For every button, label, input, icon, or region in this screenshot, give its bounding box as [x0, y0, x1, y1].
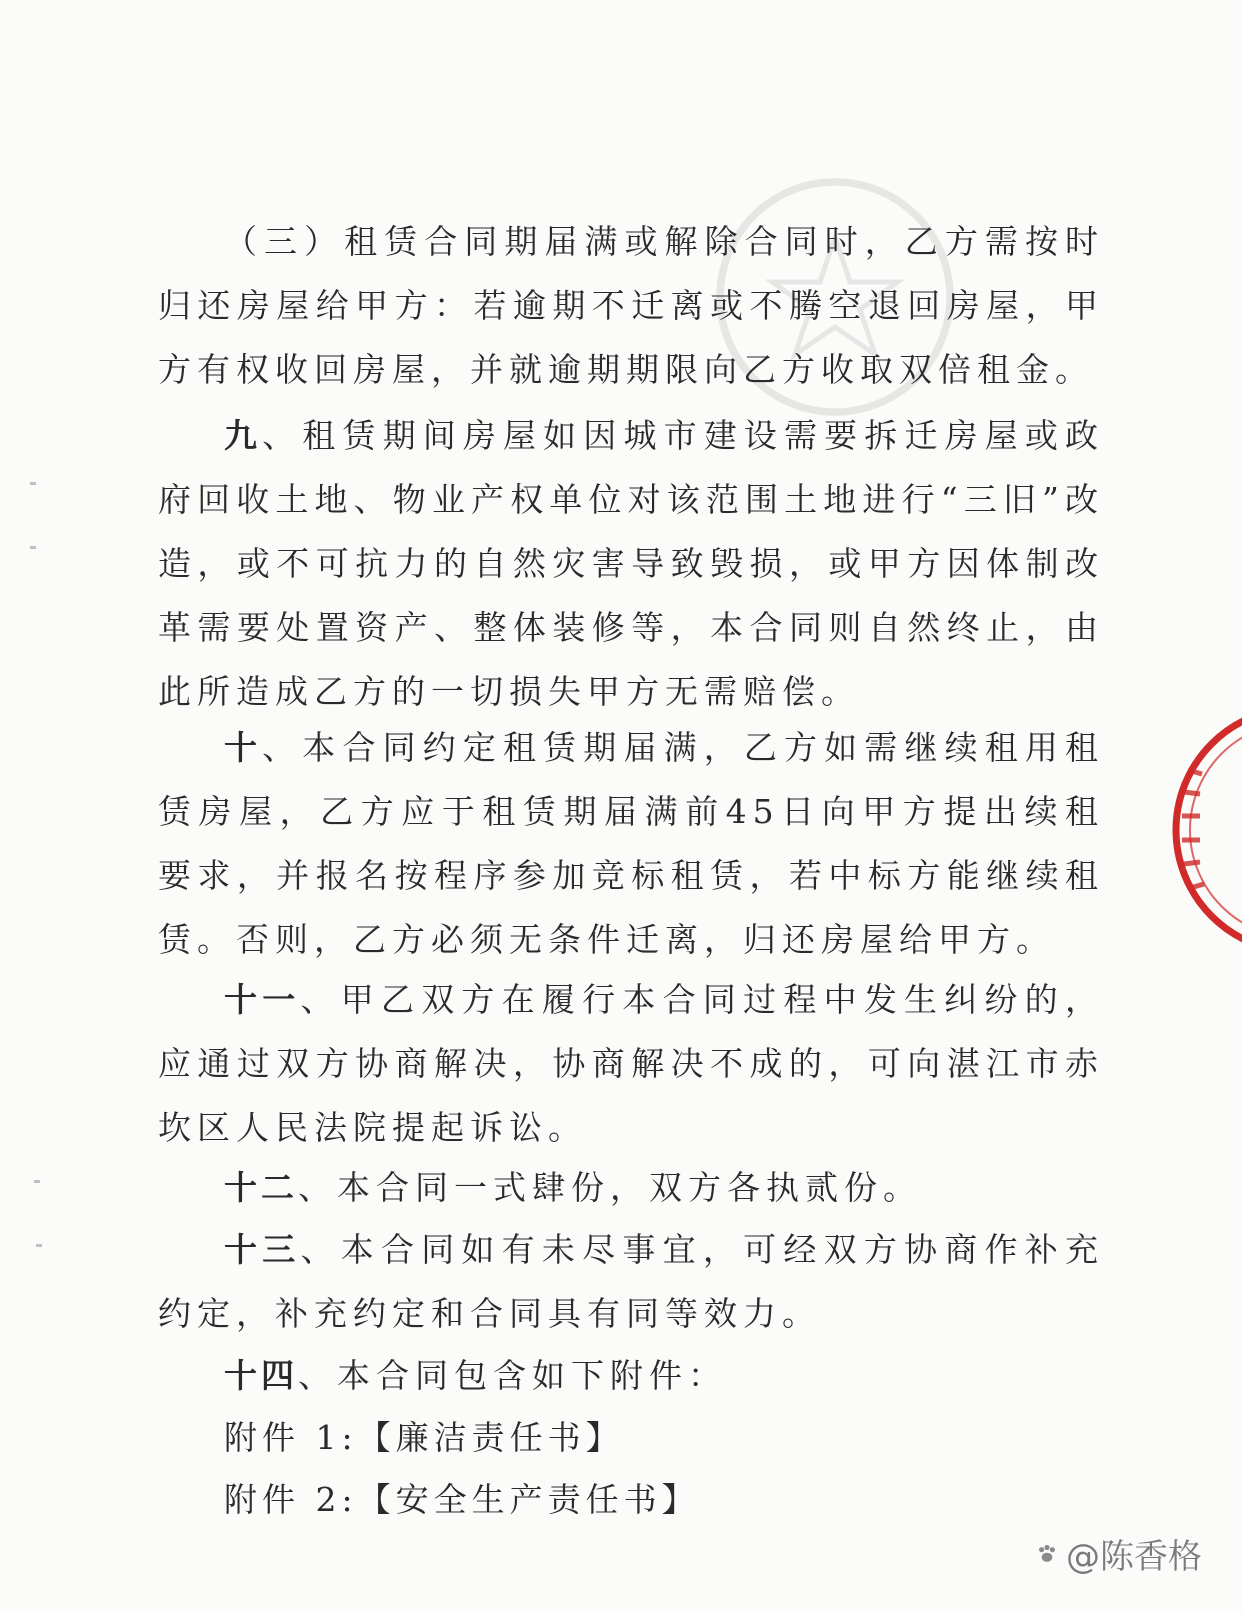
- clause-text: 、甲乙双方在履行本合同过程中发生纠纷的，应通过双方协商解决，协商解决不成的，可向湛江市赤坎区人民法院提起诉讼。: [158, 980, 1105, 1147]
- clause-number: 十二: [224, 1168, 298, 1207]
- scan-speck: [30, 482, 36, 485]
- clause-number: 十: [224, 728, 263, 767]
- attachment-2: 附件 2:【安全生产责任书】: [224, 1480, 700, 1519]
- clause-8-3: [158, 210, 1104, 402]
- clause-number: 十四: [224, 1356, 298, 1395]
- red-seal-icon: [1168, 700, 1242, 960]
- clause-text: 、本合同包含如下附件：: [298, 1356, 727, 1395]
- clause-13: [158, 1218, 1104, 1346]
- clause-14: [158, 1344, 1104, 1408]
- attachment-1: 附件 1:【廉洁责任书】: [224, 1418, 624, 1457]
- clause-number: 九: [224, 416, 263, 455]
- clause-text: 、本合同一式肆份，双方各执贰份。: [298, 1168, 922, 1207]
- clause-number: 十三: [224, 1230, 301, 1269]
- clause-number: 十一: [224, 980, 301, 1019]
- clause-10: [158, 716, 1104, 972]
- clause-9: [158, 404, 1104, 724]
- clause-text: 、租赁期间房屋如因城市建设需要拆迁房屋或政府回收土地、物业产权单位对该范围土地进行“三旧”改造，或不可抗力的自然灾害导致毁损，或甲方因体制改革需要处置资产、整体装修等，本合同则自然终止，由此所造成乙方的一切损失甲方无需赔偿。: [158, 416, 1105, 711]
- paw-icon: [1034, 1541, 1060, 1567]
- clause-text: （三）租赁合同期届满或解除合同时，乙方需按时归还房屋给甲方：若逾期不迁离或不腾空退回房屋，甲方有权收回房屋，并就逾期期限向乙方收取双倍租金。: [158, 222, 1104, 389]
- watermark: [1034, 1529, 1202, 1578]
- clause-text: 、本合同如有未尽事宜，可经双方协商作补充约定，补充约定和合同具有同等效力。: [158, 1230, 1105, 1333]
- scan-speck: [34, 1180, 40, 1183]
- scan-speck: [36, 1244, 42, 1247]
- clause-11: [158, 968, 1104, 1160]
- clause-12: [158, 1156, 1104, 1220]
- clause-text: 、本合同约定租赁期届满，乙方如需继续租用租赁房屋，乙方应于租赁期届满前45日向甲方提出续租要求，并报名按程序参加竞标租赁，若中标方能继续租赁。否则，乙方必须无条件迁离，归还房屋给甲方。: [158, 728, 1105, 959]
- watermark-text: @陈香格: [1066, 1537, 1202, 1577]
- scan-speck: [30, 546, 36, 549]
